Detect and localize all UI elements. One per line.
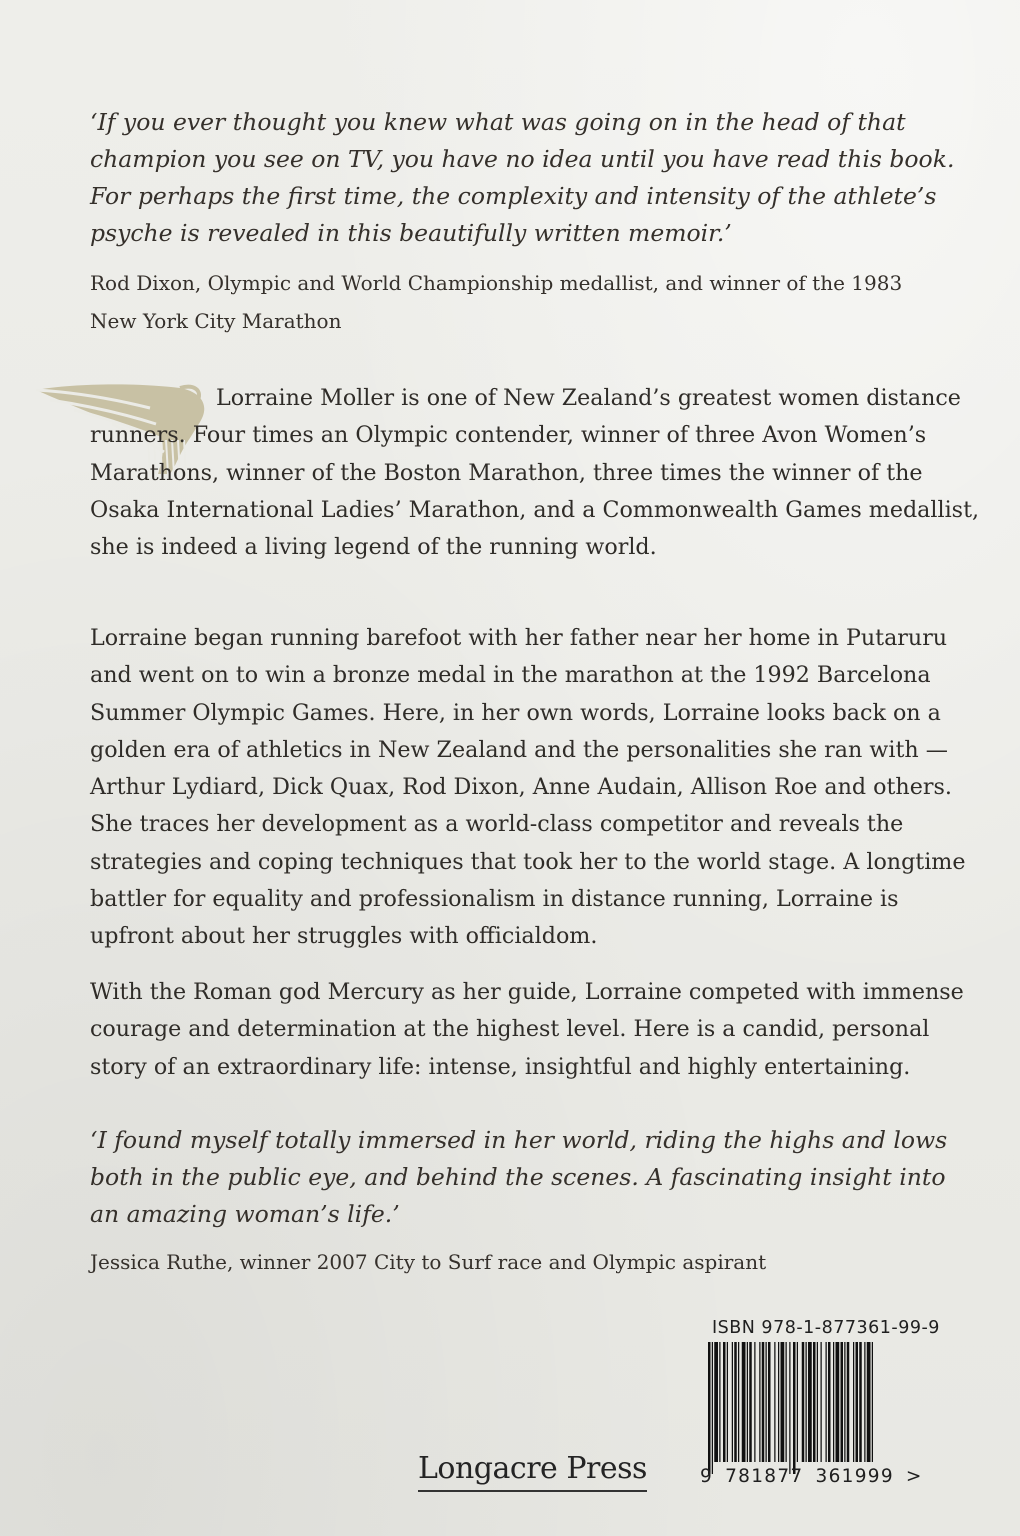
barcode-digits (700, 1466, 923, 1487)
isbn-label: ISBN 978-1-877361-99-9 (712, 1318, 940, 1338)
endorsement-quote-bottom: ‘I found myself totally immersed in her world, riding the highs and lows both in the public eye, and behind the scenes. A fascinating insight into an amazing woman’s life.’ (90, 1126, 948, 1228)
description-paragraph-1: Lorraine Moller is one of New Zealand’s greatest women distance runners. Four times an Olympic contender, winner of three Avon Women’s Marathons, winner of the Boston Marathon, three times the winner of the Osaka International Ladies’ Marathon, and a Commonwealth Games medallist, she is indeed a living legend of the running world. (90, 385, 980, 561)
barcode-lead-digit: 9 (700, 1466, 714, 1487)
endorsement-attribution-top: Rod Dixon, Olympic and World Championship medallist, and winner of the 1983 New York City Marathon (90, 271, 903, 333)
description-paragraph-3: With the Roman god Mercury as her guide, Lorraine competed with immense courage and determination at the highest level. Here is a candid, personal story of an extraordinary life: intense, insightful and highly entertaining. (90, 979, 964, 1080)
description-paragraph-2: Lorraine began running barefoot with her father near her home in Putaruru and went on to win a bronze medal in the marathon at the 1992 Barcelona Summer Olympic Games. Here, in her own words, Lorraine looks back on a golden era of athletics in New Zealand and the personalities she ran with — Arthur Lydiard, Dick Quax, Rod Dixon, Anne Audain, Allison Roe and others. She traces her development as a world-class competitor and reveals the strategies and coping techniques that took her to the world stage. A longtime battler for equality and professionalism in distance running, Lorraine is upfront about her struggles with officialdom. (90, 625, 966, 950)
barcode-marker: > (905, 1466, 923, 1487)
publisher-logo: Longacre Press (418, 1452, 647, 1492)
endorsement-quote-top: ‘If you ever thought you knew what was going on in the head of that champion you see on TV, you have no idea until you have read this book. For perhaps the first time, the complexity and intensity of the athlete’s psyche is revealed in this beautifully written memoir.’ (90, 108, 955, 247)
barcode-left-group: 781877 (725, 1466, 804, 1487)
barcode-right-group: 361999 (815, 1466, 894, 1487)
endorsement-attribution-bottom: Jessica Ruthe, winner 2007 City to Surf race and Olympic aspirant (90, 1250, 767, 1274)
